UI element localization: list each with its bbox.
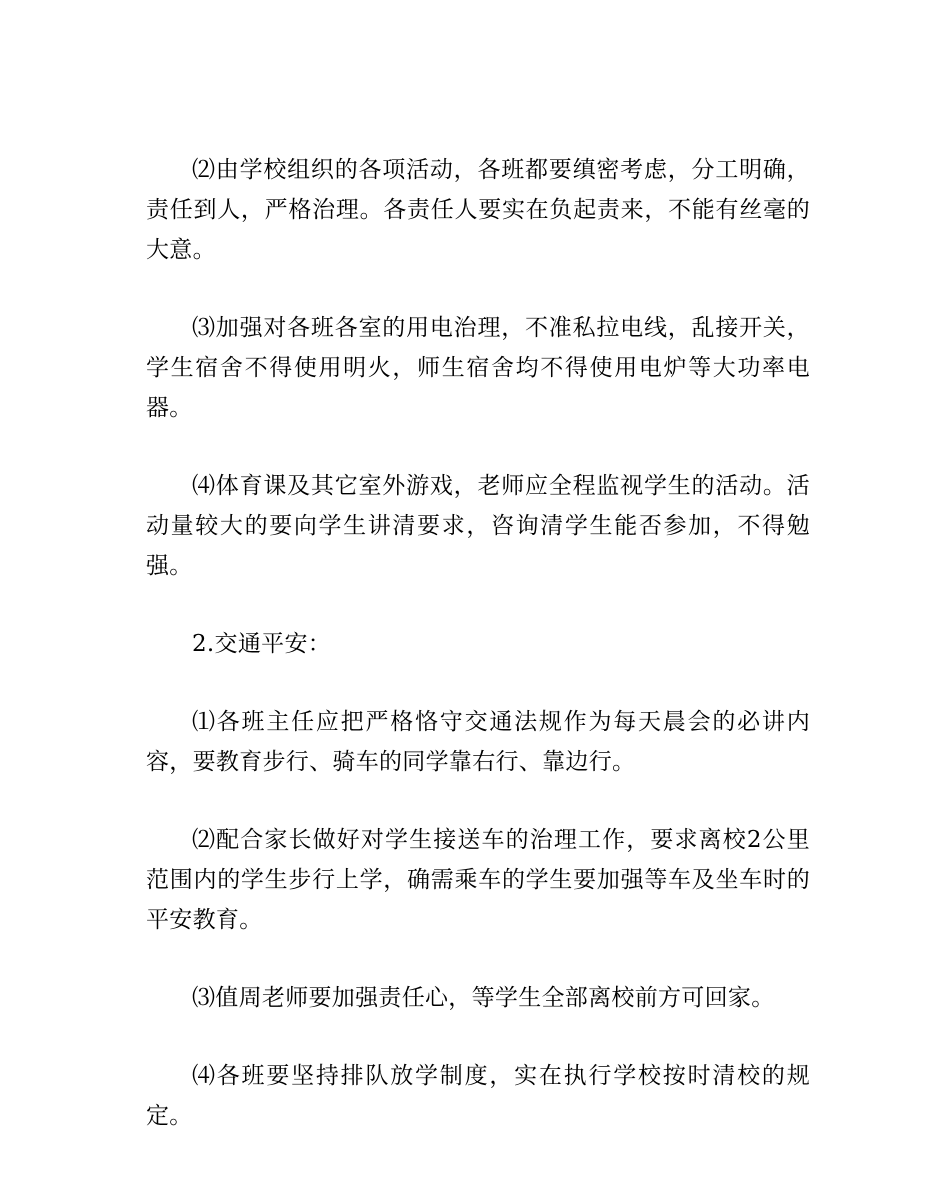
paragraph-pe-supervision: ⑷体育课及其它室外游戏，老师应全程监视学生的活动。活动量较大的要向学生讲清要求，咨询清学生能否参加，不得勉强。 [146,473,810,579]
paragraph-dismissal-queue: ⑷各班要坚持排队放学制度，实在执行学校按时清校的规定。 [146,1063,810,1129]
paragraph-duty-teacher: ⑶值周老师要加强责任心，等学生全部离校前方可回家。 [192,985,775,1011]
paragraph-pickup-management: ⑵配合家长做好对学生接送车的治理工作，要求离校2公里范围内的学生步行上学，确需乘车的学生要加强等车及坐车时的平安教育。 [146,827,810,933]
paragraph-activity-organization: ⑵由学校组织的各项活动，各班都要缜密考虑，分工明确，责任到人，严格治理。各责任人要实在负起责来，不能有丝毫的大意。 [146,157,810,263]
paragraph-electricity-management: ⑶加强对各班各室的用电治理，不准私拉电线，乱接开关，学生宿舍不得使用明火，师生宿舍均不得使用电炉等大功率电器。 [146,315,810,421]
section-heading-traffic-safety: 2.交通平安： [192,631,332,657]
paragraph-traffic-rules: ⑴各班主任应把严格恪守交通法规作为每天晨会的必讲内容，要教育步行、骑车的同学靠右行、靠边行。 [146,709,810,775]
document-body [146,150,810,1174]
